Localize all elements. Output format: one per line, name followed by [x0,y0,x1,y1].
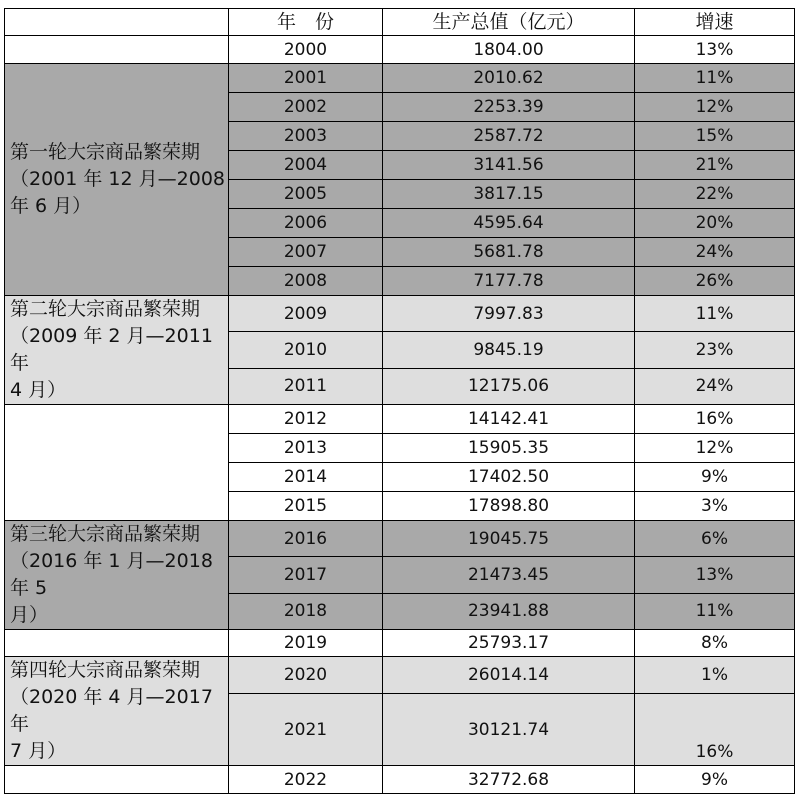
period-empty-cell [5,36,229,64]
gdp-cell: 7177.78 [383,267,635,296]
period-label-line1: 第三轮大宗商品繁荣期 [10,523,201,545]
table-row [5,36,795,64]
year-cell: 2005 [229,180,383,209]
period-label-line2: （2001 年 12 月—2008 [10,168,226,190]
table-header-row [5,9,795,36]
year-cell: 2021 [229,694,383,766]
gdp-cell: 7997.83 [383,296,635,332]
period-cell-4 [5,657,229,766]
year-cell: 2003 [229,122,383,151]
growth-cell: 3% [635,492,795,521]
period-empty-cell [5,630,229,657]
growth-cell: 23% [635,332,795,368]
gdp-cell: 19045.75 [383,521,635,557]
year-cell: 2014 [229,463,383,492]
table-row [5,405,795,434]
year-cell: 2019 [229,630,383,657]
gdp-cell: 9845.19 [383,332,635,368]
gdp-cell: 15905.35 [383,434,635,463]
header-gdp: 生产总值（亿元） [383,9,635,36]
gdp-cell: 3817.15 [383,180,635,209]
year-cell: 2007 [229,238,383,267]
growth-cell: 21% [635,151,795,180]
year-cell: 2011 [229,368,383,404]
year-cell: 2013 [229,434,383,463]
gdp-cell: 17402.50 [383,463,635,492]
year-cell: 2018 [229,593,383,629]
gdp-cell: 12175.06 [383,368,635,404]
gdp-cell: 25793.17 [383,630,635,657]
growth-cell: 11% [635,64,795,93]
table-row [5,657,795,694]
period-label-line2: （2020 年 4 月—2017 年 [10,686,213,735]
growth-cell: 13% [635,557,795,593]
year-cell: 2000 [229,36,383,64]
period-label-line2: （2016 年 1 月—2018 年 5 [10,550,213,599]
year-cell: 2012 [229,405,383,434]
growth-cell: 12% [635,434,795,463]
gdp-cell: 2587.72 [383,122,635,151]
growth-cell: 16% [635,405,795,434]
gdp-cell: 5681.78 [383,238,635,267]
period-label-line2: （2009 年 2 月—2011 年 [10,325,213,374]
gdp-cell: 32772.68 [383,766,635,794]
year-cell: 2022 [229,766,383,794]
gdp-table [4,8,795,794]
growth-cell: 16% [635,694,795,766]
gdp-cell: 1804.00 [383,36,635,64]
year-cell: 2002 [229,93,383,122]
gdp-cell: 2253.39 [383,93,635,122]
growth-cell: 8% [635,630,795,657]
period-label-line3: 年 6 月） [10,195,92,217]
period-cell-3 [5,521,229,630]
gdp-cell: 17898.80 [383,492,635,521]
gdp-cell: 23941.88 [383,593,635,629]
year-cell: 2008 [229,267,383,296]
gdp-cell: 30121.74 [383,694,635,766]
table-row [5,521,795,557]
year-cell: 2004 [229,151,383,180]
period-label-line3: 月） [10,604,49,626]
growth-cell: 13% [635,36,795,64]
growth-cell: 11% [635,593,795,629]
year-cell: 2006 [229,209,383,238]
gdp-cell: 21473.45 [383,557,635,593]
year-cell: 2016 [229,521,383,557]
growth-cell: 6% [635,521,795,557]
growth-cell: 9% [635,766,795,794]
growth-cell: 11% [635,296,795,332]
growth-cell: 20% [635,209,795,238]
gdp-cell: 26014.14 [383,657,635,694]
table-row [5,766,795,794]
header-year: 年 份 [229,9,383,36]
period-label-line1: 第四轮大宗商品繁荣期 [10,659,201,681]
growth-cell: 12% [635,93,795,122]
year-cell: 2017 [229,557,383,593]
period-label-line3: 7 月） [10,740,67,762]
year-cell: 2015 [229,492,383,521]
gdp-cell: 14142.41 [383,405,635,434]
period-label-line1: 第二轮大宗商品繁荣期 [10,298,201,320]
period-label-line1: 第一轮大宗商品繁荣期 [10,141,201,163]
table-row [5,64,795,93]
growth-cell: 24% [635,238,795,267]
gdp-cell: 4595.64 [383,209,635,238]
growth-cell: 24% [635,368,795,404]
period-empty-cell [5,766,229,794]
header-period [5,9,229,36]
table-row [5,296,795,332]
year-cell: 2010 [229,332,383,368]
year-cell: 2009 [229,296,383,332]
year-cell: 2020 [229,657,383,694]
period-label-line3: 4 月） [10,379,67,401]
growth-cell: 26% [635,267,795,296]
period-cell-2 [5,296,229,405]
growth-cell: 22% [635,180,795,209]
growth-cell: 15% [635,122,795,151]
year-cell: 2001 [229,64,383,93]
period-empty-cell [5,405,229,521]
header-growth: 增速 [635,9,795,36]
growth-cell: 1% [635,657,795,694]
gdp-cell: 3141.56 [383,151,635,180]
growth-cell: 9% [635,463,795,492]
period-cell-1 [5,64,229,296]
gdp-cell: 2010.62 [383,64,635,93]
table-row [5,630,795,657]
